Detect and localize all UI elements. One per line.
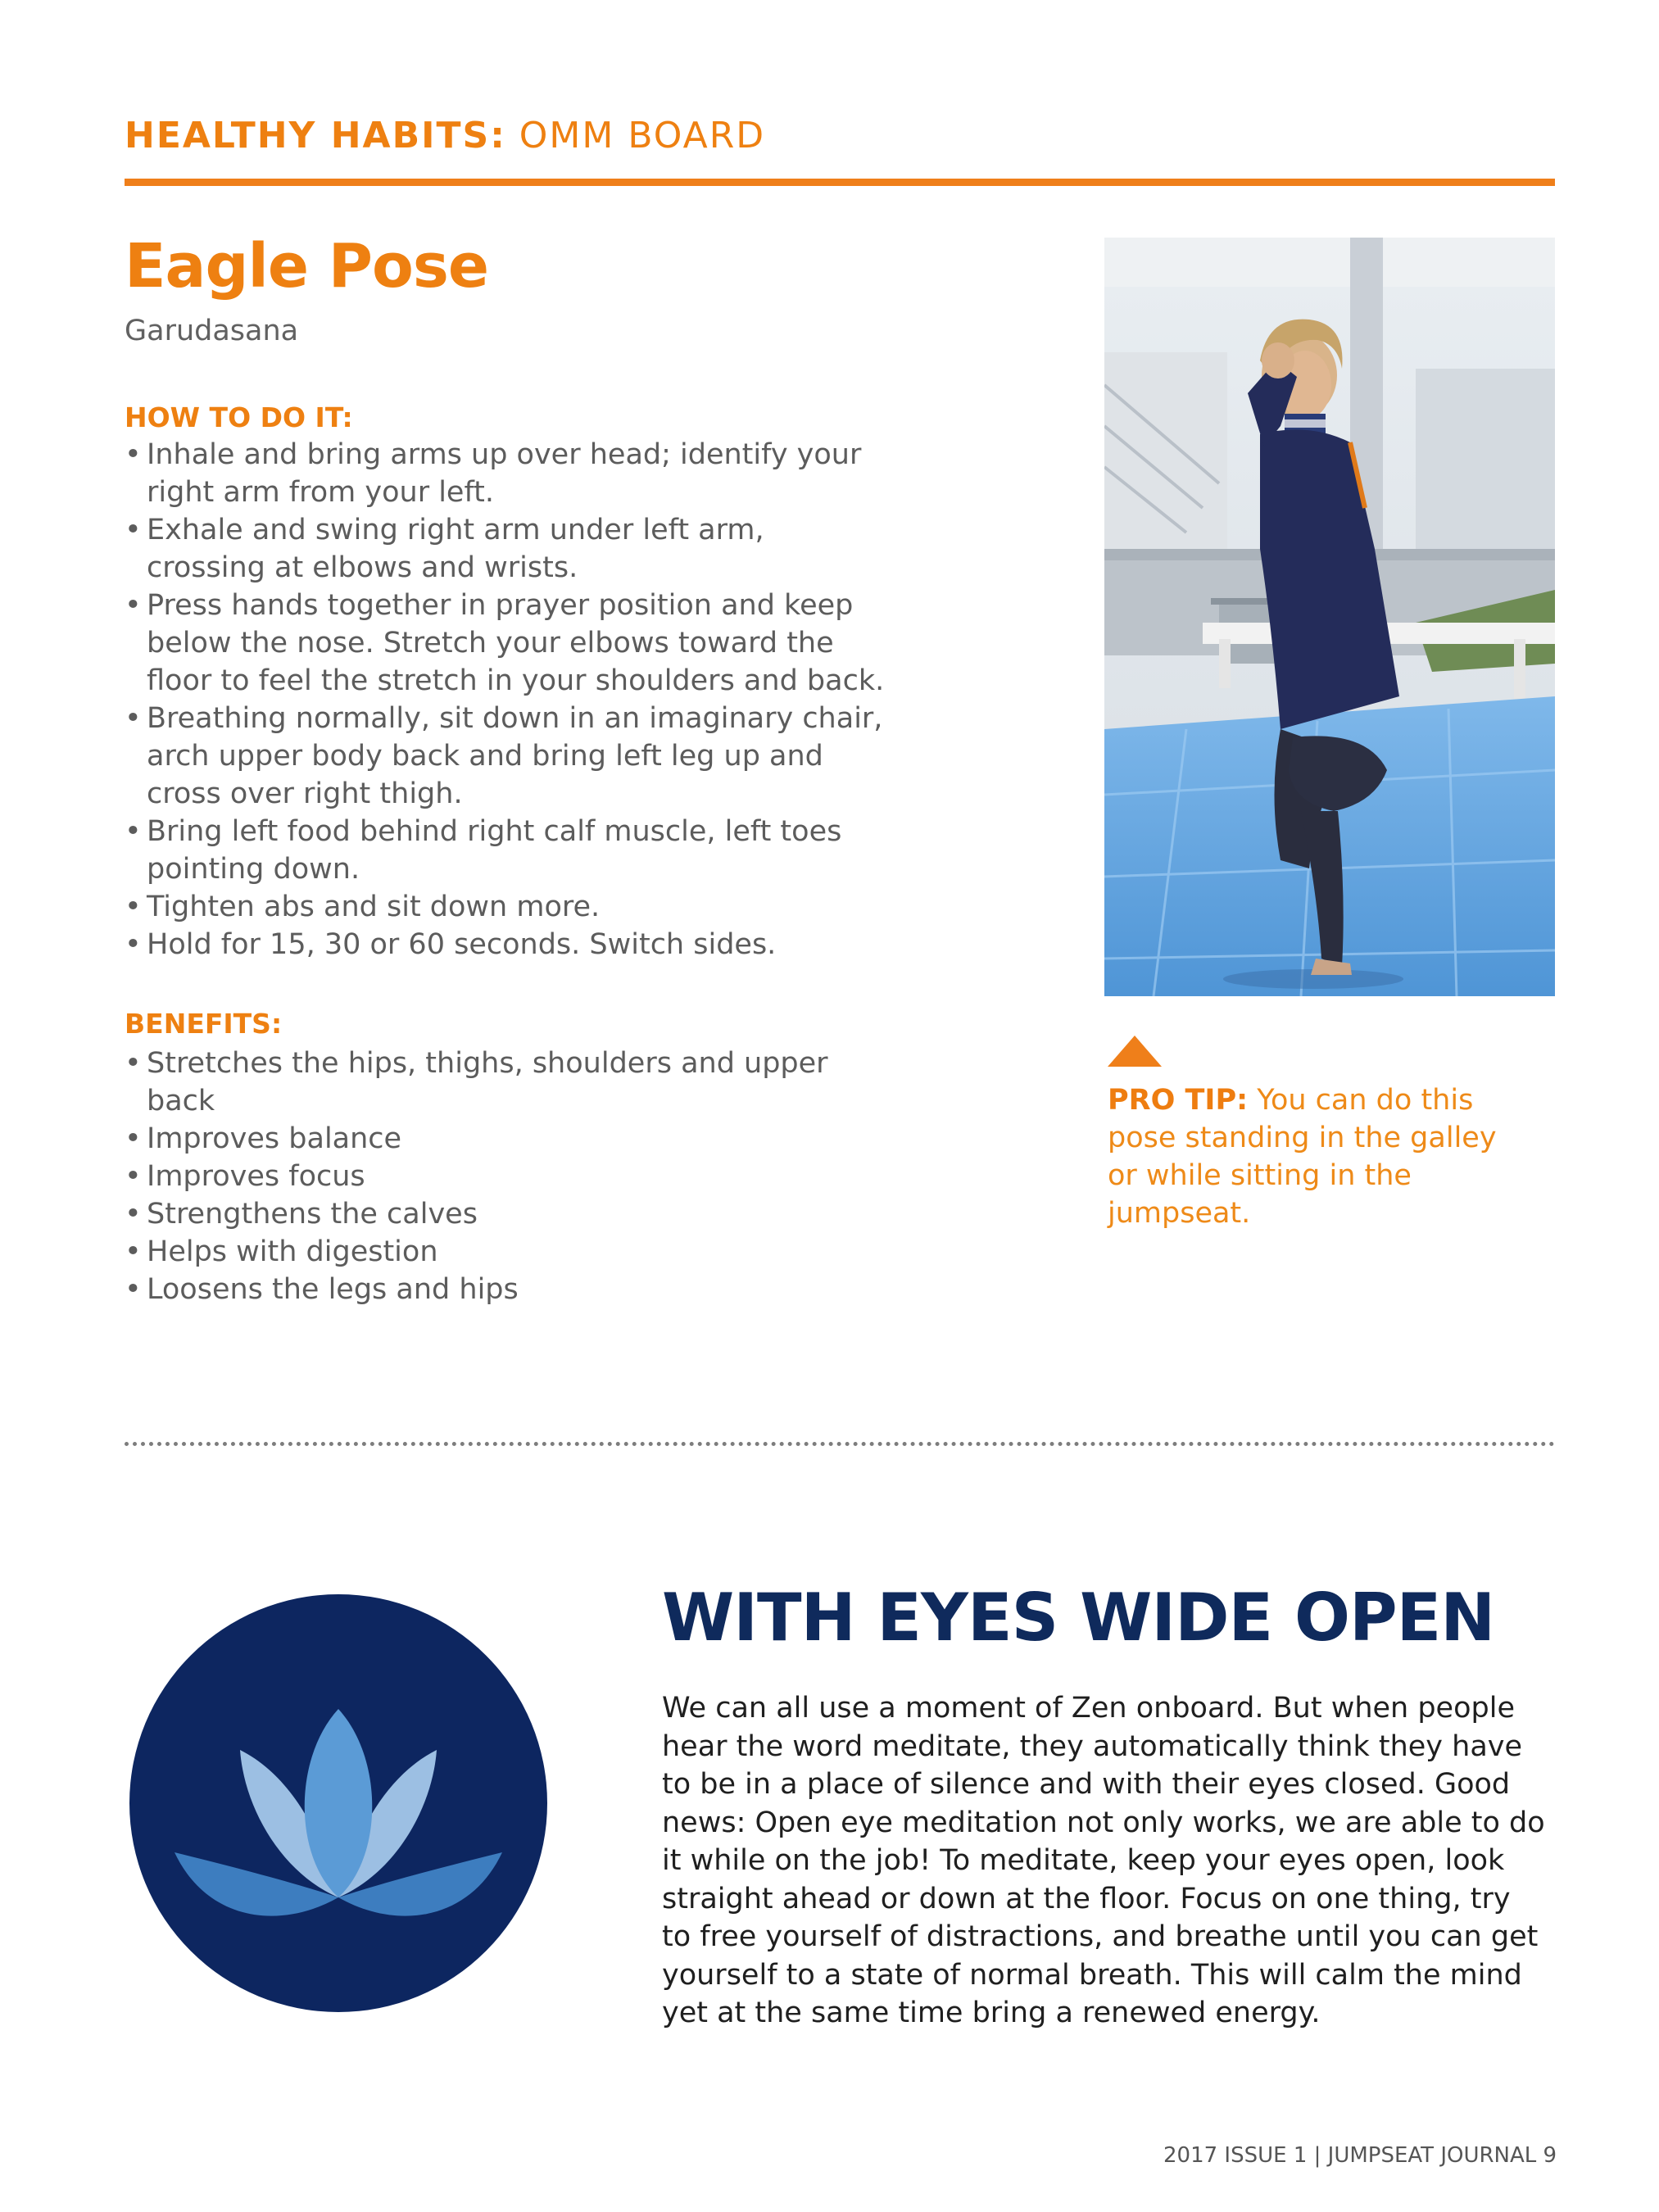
header-rule: [125, 179, 1555, 186]
benefit-item: • Stretches the hips, thighs, shoulders and upper back: [125, 1045, 886, 1120]
how-to-step: • Press hands together in prayer position and keep below the nose. Stretch your elbows toward the floor to feel the stretch in your shoulders and back.: [125, 587, 886, 700]
pro-tip: [1108, 1081, 1534, 1232]
meditation-heading: WITH EYES WIDE OPEN: [662, 1580, 1495, 1656]
pro-tip-label: PRO TIP:: [1108, 1084, 1249, 1117]
triangle-up-icon: [1108, 1036, 1162, 1067]
pro-tip-text: You can do this pose standing in the galley or while sitting in the jumpseat.: [1108, 1084, 1497, 1230]
how-to-list: [125, 436, 886, 963]
section-label: HEALTHY HABITS:: [125, 115, 506, 156]
benefit-item: • Helps with digestion: [125, 1233, 886, 1271]
dotted-divider: [125, 1442, 1555, 1446]
how-to-step: • Tighten abs and sit down more.: [125, 888, 886, 926]
lotus-icon: [129, 1594, 547, 2012]
how-to-step: • Hold for 15, 30 or 60 seconds. Switch sides.: [125, 926, 886, 963]
how-to-step: • Exhale and swing right arm under left arm, crossing at elbows and wrists.: [125, 511, 886, 587]
section-topic: OMM BOARD: [519, 115, 766, 156]
pose-subtitle: Garudasana: [125, 315, 299, 347]
page-footer: 2017 ISSUE 1 | JUMPSEAT JOURNAL 9: [1163, 2143, 1557, 2168]
benefits-list: [125, 1045, 886, 1308]
meditation-body: We can all use a moment of Zen onboard. But when people hear the word meditate, they automatically think they have to be in a place of silence and with their eyes closed. Good news: Open eye meditation not only works, we are able to do it while on the job! To meditate, keep your eyes open, look straight ahead or down at the floor. Focus on one thing, try to free yourself of distractions, and breathe until you can get yourself to a state of normal breath. This will calm the mind yet at the same time bring a renewed energy.: [662, 1692, 1545, 2029]
how-to-heading: HOW TO DO IT:: [125, 401, 353, 433]
benefit-item: • Loosens the legs and hips: [125, 1271, 886, 1308]
section-header: [125, 115, 765, 156]
benefit-item: • Improves focus: [125, 1158, 886, 1195]
how-to-step: • Inhale and bring arms up over head; identify your right arm from your left.: [125, 436, 886, 511]
eagle-pose-illustration: [1104, 238, 1555, 996]
how-to-step: • Breathing normally, sit down in an imaginary chair, arch upper body back and bring left leg up and cross over right thigh.: [125, 700, 886, 813]
benefits-heading: BENEFITS:: [125, 1008, 283, 1040]
how-to-step: • Bring left food behind right calf muscle, left toes pointing down.: [125, 813, 886, 888]
eagle-pose-photo: [1104, 238, 1555, 996]
pose-title: Eagle Pose: [125, 231, 489, 301]
benefit-item: • Strengthens the calves: [125, 1195, 886, 1233]
benefit-item: • Improves balance: [125, 1120, 886, 1158]
